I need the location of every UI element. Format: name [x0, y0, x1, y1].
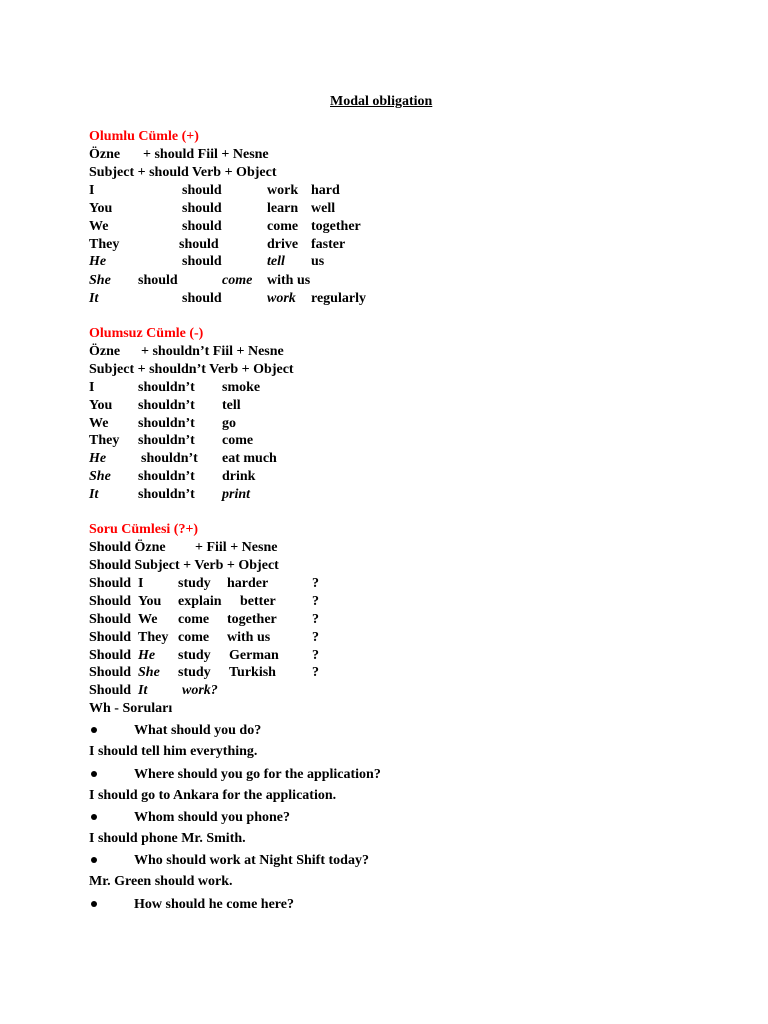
positive-formula-en: Subject + should Verb + Object — [89, 165, 277, 180]
pos-row-2-modal: should — [182, 201, 222, 216]
q-row-3-object: together — [227, 612, 277, 627]
q-row-3-modal: Should — [89, 612, 132, 627]
q-row-7-subject: It — [138, 683, 148, 698]
q-row-3-verb: come — [178, 612, 210, 627]
q-row-1-subject: I — [138, 576, 144, 591]
wh-question-5: How should he come here? — [134, 897, 294, 912]
q-row-3-qmark: ? — [312, 612, 319, 627]
neg-row-7-subject: It — [89, 487, 99, 502]
neg-row-3-subject: We — [89, 416, 109, 431]
neg-row-4-modal: shouldn’t — [138, 433, 195, 448]
question-formula-tr-head: Should Özne — [89, 540, 166, 555]
pos-row-3-object: together — [311, 219, 361, 234]
q-row-2-qmark: ? — [312, 594, 319, 609]
q-row-5-qmark: ? — [312, 648, 319, 663]
neg-row-5-modal: shouldn’t — [141, 451, 198, 466]
negative-formula-tr-rest: + shouldn’t Fiil + Nesne — [141, 344, 284, 359]
neg-row-4-subject: They — [89, 433, 120, 448]
q-row-4-subject: They — [138, 630, 169, 645]
positive-heading: Olumlu Cümle (+) — [89, 129, 199, 144]
neg-row-1-subject: I — [89, 380, 95, 395]
q-row-4-verb: come — [178, 630, 210, 645]
pos-row-5-verb: tell — [267, 254, 285, 269]
pos-row-5-subject: He — [89, 254, 107, 269]
question-formula-tr-rest: + Fiil + Nesne — [195, 540, 278, 555]
bullet-icon — [91, 857, 97, 863]
question-formula-en: Should Subject + Verb + Object — [89, 558, 279, 573]
pos-row-4-verb: drive — [267, 237, 299, 252]
negative-formula-tr-subject: Özne — [89, 344, 121, 359]
q-row-1-qmark: ? — [312, 576, 319, 591]
neg-row-2-subject: You — [89, 398, 113, 413]
neg-row-3-verb: go — [222, 416, 236, 431]
q-row-6-subject: She — [138, 665, 160, 680]
wh-answer-4: Mr. Green should work. — [89, 874, 233, 889]
neg-row-4-verb: come — [222, 433, 254, 448]
neg-row-5-verb: eat much — [222, 451, 277, 466]
q-row-4-modal: Should — [89, 630, 132, 645]
q-row-6-verb: study — [178, 665, 211, 680]
pos-row-4-subject: They — [89, 237, 120, 252]
q-row-4-object: with us — [227, 630, 271, 645]
pos-row-7-verb: work — [267, 291, 296, 306]
q-row-2-verb: explain — [178, 594, 222, 609]
wh-answer-2: I should go to Ankara for the application. — [89, 788, 337, 803]
neg-row-2-modal: shouldn’t — [138, 398, 195, 413]
neg-row-6-modal: shouldn’t — [138, 469, 195, 484]
neg-row-5-subject: He — [89, 451, 107, 466]
pos-row-6-verb: come — [222, 273, 253, 288]
pos-row-5-modal: should — [182, 254, 222, 269]
wh-question-3: Whom should you phone? — [134, 810, 291, 825]
pos-row-1-modal: should — [182, 183, 222, 198]
question-heading: Soru Cümlesi (?+) — [89, 522, 199, 537]
bullet-icon — [91, 727, 97, 733]
pos-row-7-modal: should — [182, 291, 222, 306]
pos-row-2-subject: You — [89, 201, 113, 216]
q-row-1-object: harder — [227, 576, 269, 591]
bullet-icon — [91, 814, 97, 820]
wh-question-1: What should you do? — [134, 723, 262, 738]
neg-row-6-subject: She — [89, 469, 111, 484]
q-row-5-modal: Should — [89, 648, 132, 663]
wh-answer-1: I should tell him everything. — [89, 744, 258, 759]
q-row-5-verb: study — [178, 648, 211, 663]
page-title: Modal obligation — [330, 94, 433, 109]
pos-row-1-verb: work — [267, 183, 299, 198]
q-row-3-subject: We — [138, 612, 158, 627]
q-row-5-subject: He — [138, 648, 156, 663]
pos-row-3-verb: come — [267, 219, 299, 234]
pos-row-1-object: hard — [311, 183, 340, 198]
bullet-icon — [91, 901, 97, 907]
wh-question-4: Who should work at Night Shift today? — [134, 853, 369, 868]
neg-row-3-modal: shouldn’t — [138, 416, 195, 431]
pos-row-3-subject: We — [89, 219, 109, 234]
pos-row-2-verb: learn — [267, 201, 299, 216]
q-row-5-object: German — [229, 648, 279, 663]
q-row-6-object: Turkish — [229, 665, 276, 680]
q-row-2-object: better — [240, 594, 276, 609]
pos-row-6-modal: should — [138, 273, 178, 288]
negative-heading: Olumsuz Cümle (-) — [89, 326, 204, 341]
q-row-1-verb: study — [178, 576, 211, 591]
neg-row-7-verb: print — [222, 487, 251, 502]
neg-row-1-modal: shouldn’t — [138, 380, 195, 395]
wh-answer-3: I should phone Mr. Smith. — [89, 831, 246, 846]
q-row-6-qmark: ? — [312, 665, 319, 680]
q-row-6-modal: Should — [89, 665, 132, 680]
neg-row-2-verb: tell — [222, 398, 241, 413]
pos-row-4-object: faster — [311, 237, 346, 252]
positive-formula-tr-subject: Özne — [89, 147, 121, 162]
pos-row-6-object: with us — [267, 273, 311, 288]
neg-row-1-verb: smoke — [222, 380, 261, 395]
neg-row-6-verb: drink — [222, 469, 256, 484]
pos-row-7-object: regularly — [311, 291, 366, 306]
neg-row-7-modal: shouldn’t — [138, 487, 195, 502]
q-row-2-subject: You — [138, 594, 162, 609]
pos-row-5-object: us — [311, 254, 325, 269]
pos-row-7-subject: It — [89, 291, 99, 306]
pos-row-2-object: well — [311, 201, 336, 216]
pos-row-6-subject: She — [89, 273, 111, 288]
negative-formula-en: Subject + shouldn’t Verb + Object — [89, 362, 294, 377]
wh-heading: Wh - Soruları — [89, 701, 173, 716]
positive-formula-tr-rest: + should Fiil + Nesne — [143, 147, 269, 162]
pos-row-4-modal: should — [179, 237, 219, 252]
q-row-7-modal: Should — [89, 683, 132, 698]
wh-question-2: Where should you go for the application? — [134, 767, 381, 782]
q-row-7-verb: work? — [182, 683, 218, 698]
bullet-icon — [91, 771, 97, 777]
q-row-2-modal: Should — [89, 594, 132, 609]
pos-row-1-subject: I — [89, 183, 95, 198]
q-row-1-modal: Should — [89, 576, 132, 591]
q-row-4-qmark: ? — [312, 630, 319, 645]
pos-row-3-modal: should — [182, 219, 222, 234]
